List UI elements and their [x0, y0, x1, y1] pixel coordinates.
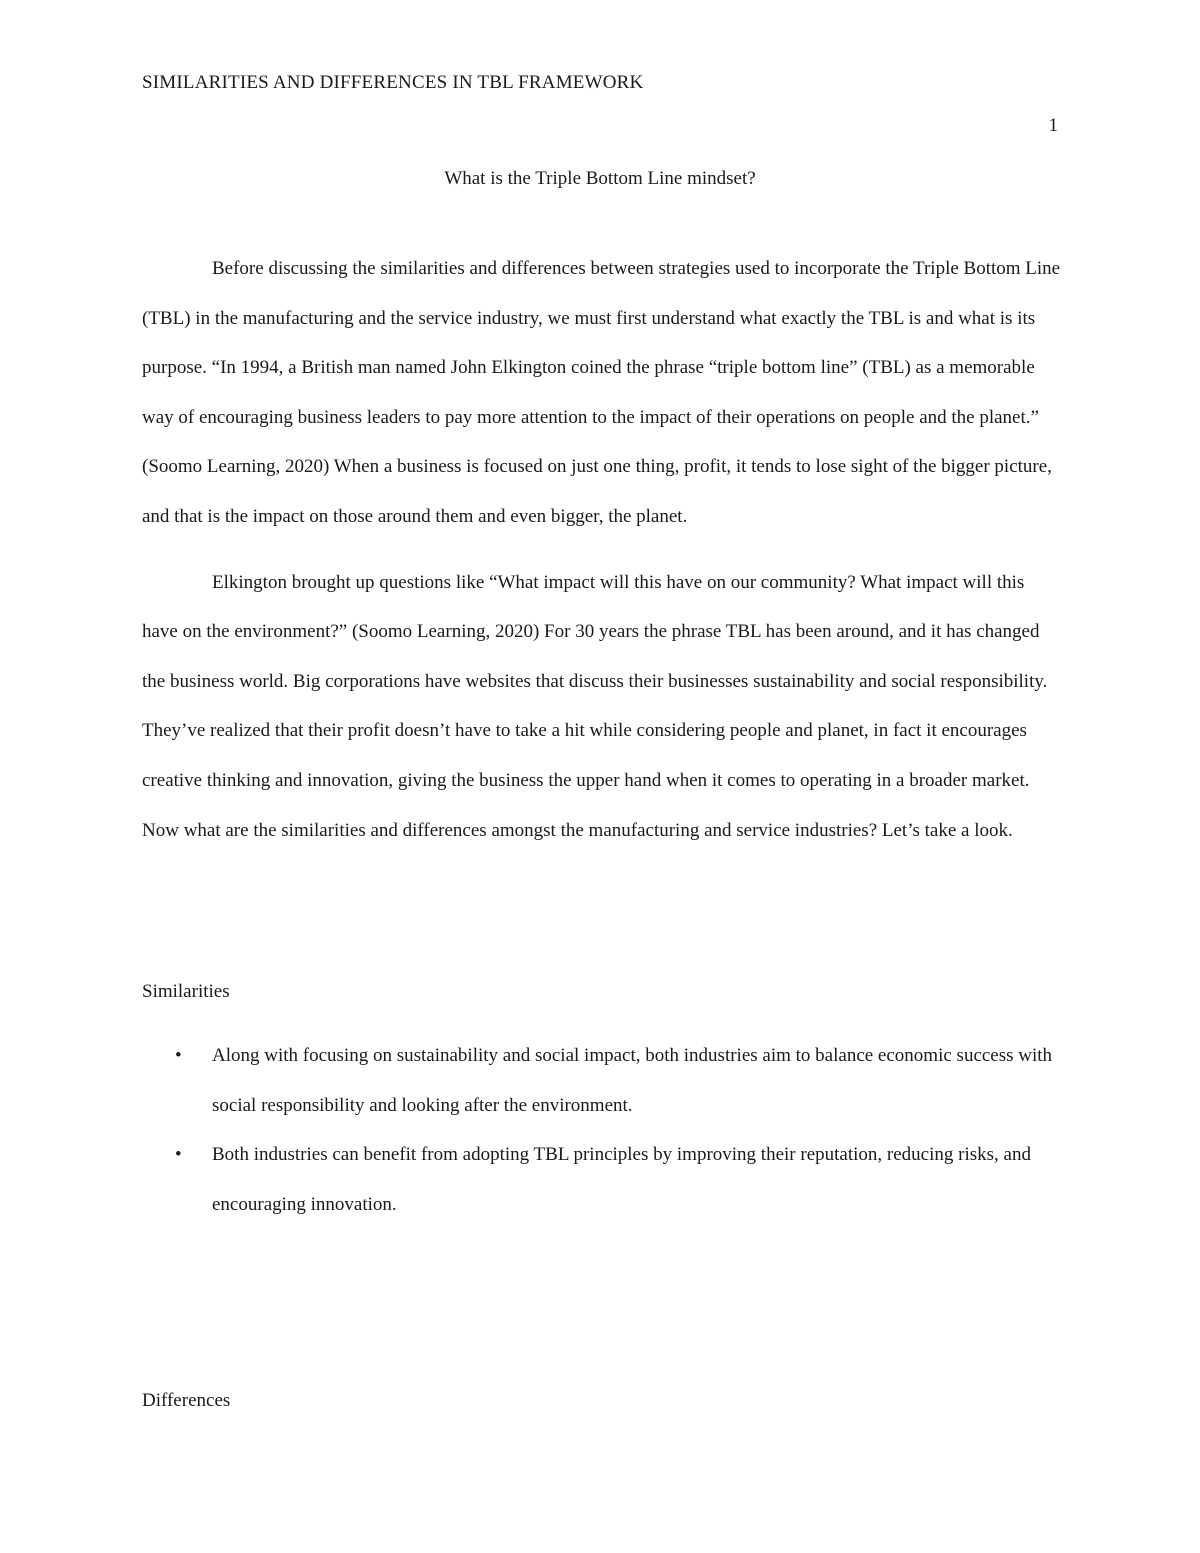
- page-title: What is the Triple Bottom Line mindset?: [444, 168, 756, 189]
- bullet-icon: •: [175, 1144, 182, 1166]
- paragraph: Elkington brought up questions like “What impact will this have on our community? What impact will this have on the environment?” (Soomo Learning, 2020) For 30 years the phrase TBL has been around, and it has changed the business world. Big corporations have websites that discuss their businesses sustainability and social responsibility. They’ve realized that their profit doesn’t have to take a hit while considering people and planet, in fact it encourages creative thinking and innovation, giving the business the upper hand when it comes to operating in a broader market. Now what are the similarities and differences amongst the manufacturing and service industries? Let’s take a look.: [142, 571, 1048, 841]
- list-item-text: Along with focusing on sustainability and social impact, both industries aim to balance economic success with social responsibility and looking after the environment.: [212, 1045, 1053, 1116]
- section-heading-differences: Differences: [142, 1390, 231, 1411]
- page-number: 1: [1048, 115, 1058, 136]
- running-head: SIMILARITIES AND DIFFERENCES IN TBL FRAMEWORK: [142, 72, 644, 93]
- body-text: [142, 244, 1062, 871]
- list-item: [142, 1031, 1062, 1130]
- list-item-text: Both industries can benefit from adopting TBL principles by improving their reputation, reducing risks, and encouraging innovation.: [212, 1144, 1031, 1215]
- section-heading-similarities: Similarities: [142, 981, 230, 1002]
- similarities-bullet-list: [142, 1031, 1062, 1229]
- bullet-icon: •: [175, 1045, 182, 1066]
- list-item: [142, 1130, 1062, 1229]
- paragraph: Before discussing the similarities and differences between strategies used to incorporate the Triple Bottom Line (TBL) in the manufacturing and the service industry, we must first understand what exactly the TBL is and what is its purpose. “In 1994, a British man named John Elkington coined the phrase “triple bottom line” (TBL) as a memorable way of encouraging business leaders to pay more attention to the impact of their operations on people and the planet.” (Soomo Learning, 2020) When a business is focused on just one thing, profit, it tends to lose sight of the bigger picture, and that is the impact on those around them and even bigger, the planet.: [142, 258, 1061, 527]
